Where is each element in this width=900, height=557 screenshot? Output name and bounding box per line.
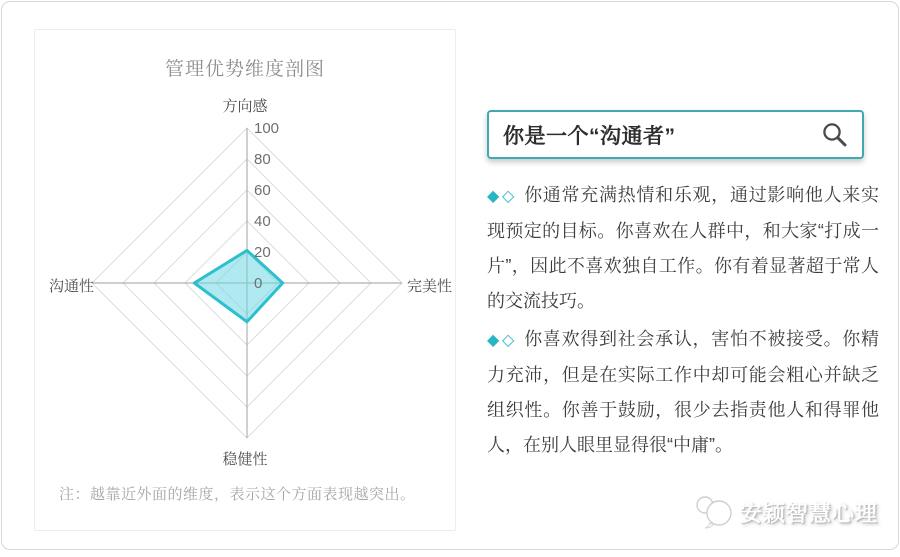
svg-text:100: 100 [254,120,280,137]
chart-title: 管理优势维度剖图 [164,59,325,80]
result-search-box[interactable] [487,110,864,159]
axis-label-direction: 方向感 [222,98,268,115]
svg-text:40: 40 [254,213,271,230]
result-paragraph [487,322,879,463]
paragraph-text: 你喜欢得到社会承认，害怕不被接受。你精力充沛，但是在实际工作中却可能会粗心并缺乏组织性。你善于鼓励，很少去指责他人和得罪他人，在别人眼里显得很“中庸”。 [487,329,880,455]
axis-label-perfection: 完美性 [407,278,453,295]
paragraph-text: 你通常充满热情和乐观，通过影响他人来实现预定的目标。你喜欢在人群中，和大家“打成一片”，因此不喜欢独自工作。你有着显著超于常人的交流技巧。 [487,185,880,311]
svg-text:20: 20 [254,244,271,261]
svg-text:80: 80 [254,151,271,168]
brand-name: 安颖智慧心理 [739,500,878,526]
result-type-text: 你是一个“沟通者” [503,124,676,148]
result-card [1,1,899,550]
chat-bubbles-icon [694,493,736,531]
brand-watermark [694,493,878,531]
axis-label-communication: 沟通性 [49,278,95,295]
diamond-bullet-icon: ◆◇ [487,188,518,205]
axis-label-steadiness: 稳健性 [222,451,268,468]
svg-text:0: 0 [254,275,263,292]
chart-note: 注：越靠近外面的维度，表示这个方面表现越突出。 [59,486,416,503]
result-paragraph [487,178,879,319]
diamond-bullet-icon: ◆◇ [487,332,518,349]
search-icon[interactable] [821,121,848,148]
radar-chart-panel [34,29,456,531]
svg-text:60: 60 [254,182,271,199]
